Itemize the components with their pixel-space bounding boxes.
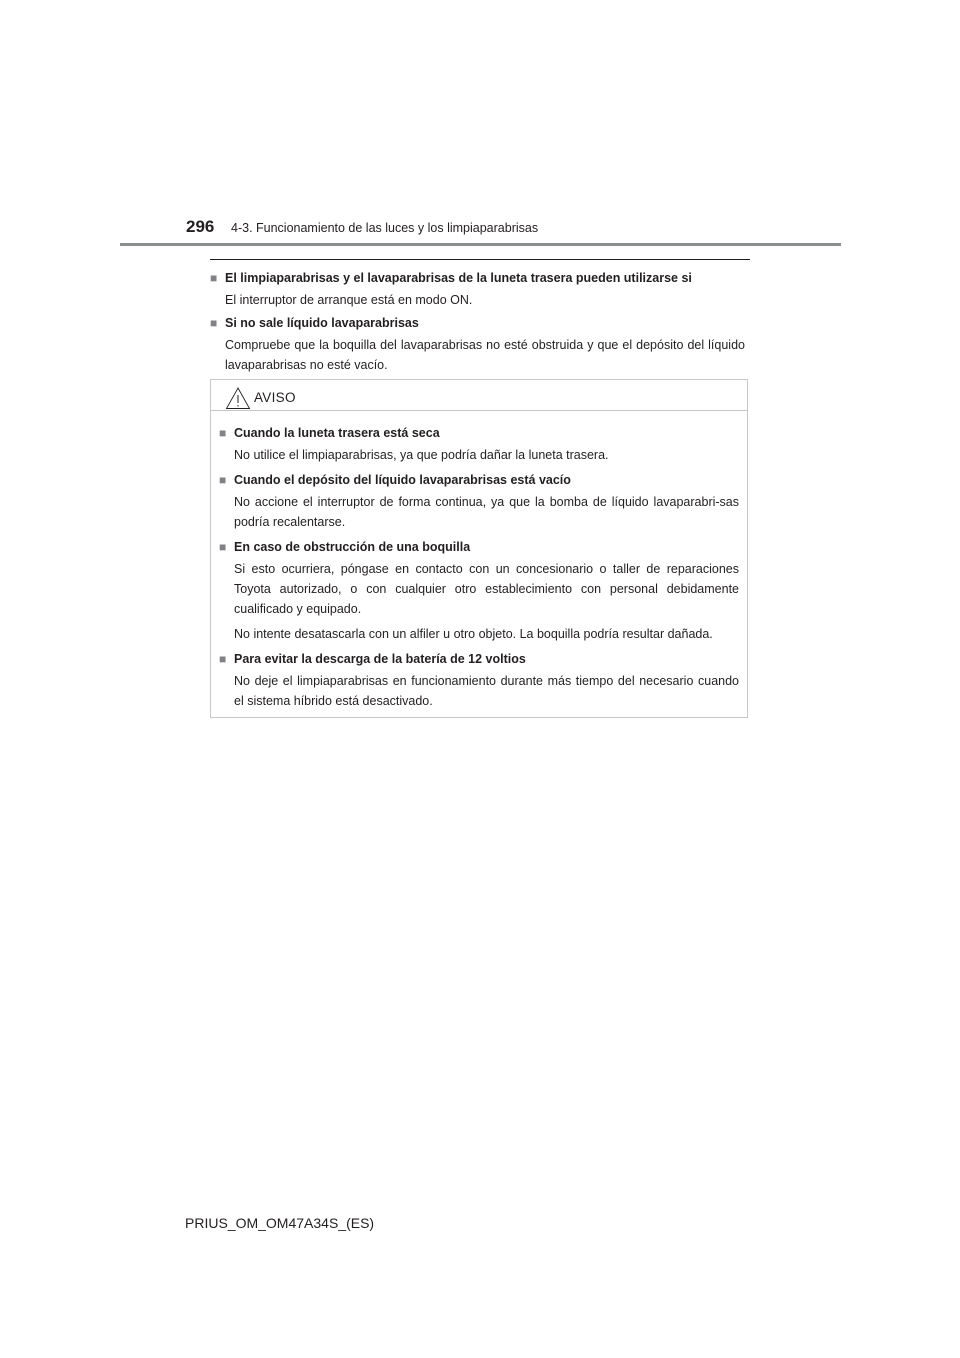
item-heading: Para evitar la descarga de la batería de 12 voltios bbox=[234, 652, 526, 666]
item-heading: Si no sale líquido lavaparabrisas bbox=[225, 316, 419, 330]
item-heading: Cuando la luneta trasera está seca bbox=[234, 426, 440, 440]
page-number: 296 bbox=[186, 217, 215, 236]
item-text: El interruptor de arranque está en modo ON. bbox=[225, 293, 473, 307]
square-bullet-icon: ■ bbox=[219, 652, 227, 666]
warning-item-1 bbox=[219, 423, 739, 465]
item-heading: El limpiaparabrisas y el lavaparabrisas de la luneta trasera pueden utilizarse si bbox=[225, 271, 692, 285]
section-title: 4-3. Funcionamiento de las luces y los limpiaparabrisas bbox=[231, 221, 539, 235]
item-heading: Cuando el depósito del líquido lavaparabrisas está vacío bbox=[234, 473, 571, 487]
intro-item-1 bbox=[210, 268, 745, 310]
document-code: PRIUS_OM_OM47A34S_(ES) bbox=[185, 1215, 375, 1231]
square-bullet-icon: ■ bbox=[219, 473, 227, 487]
intro-section bbox=[210, 268, 745, 378]
warning-body bbox=[211, 411, 747, 711]
header-rule bbox=[120, 243, 841, 246]
square-bullet-icon: ■ bbox=[219, 540, 227, 554]
item-text: No intente desatascarla con un alfiler u otro objeto. La boquilla podría resultar dañada. bbox=[234, 627, 713, 641]
warning-title: AVISO bbox=[254, 389, 296, 405]
item-text: No accione el interruptor de forma continua, ya que la bomba de líquido lavaparabri-sas podría recalentarse. bbox=[234, 495, 739, 529]
warning-header bbox=[211, 380, 747, 411]
warning-item-4 bbox=[219, 649, 739, 711]
item-text: No utilice el limpiaparabrisas, ya que podría dañar la luneta trasera. bbox=[234, 448, 609, 462]
warning-triangle-icon bbox=[225, 386, 251, 410]
item-text: No deje el limpiaparabrisas en funcionamiento durante más tiempo del necesario cuando el sistema híbrido está desactivado. bbox=[234, 674, 739, 708]
item-text: Si esto ocurriera, póngase en contacto con un concesionario o taller de reparaciones Toyota autorizado, o con cualquier otro establecimiento con personal debidamente cualificado y equipado. bbox=[234, 562, 739, 616]
item-text: Compruebe que la boquilla del lavaparabrisas no esté obstruida y que el depósito del líquido lavaparabrisas no esté vacío. bbox=[225, 338, 745, 372]
intro-item-2 bbox=[210, 313, 745, 375]
warning-item-2 bbox=[219, 470, 739, 532]
item-heading: En caso de obstrucción de una boquilla bbox=[234, 540, 471, 554]
warning-item-3 bbox=[219, 537, 739, 644]
square-bullet-icon: ■ bbox=[219, 426, 227, 440]
content-rule bbox=[210, 259, 750, 260]
square-bullet-icon: ■ bbox=[210, 271, 218, 285]
square-bullet-icon: ■ bbox=[210, 316, 218, 330]
warning-box bbox=[210, 379, 748, 718]
